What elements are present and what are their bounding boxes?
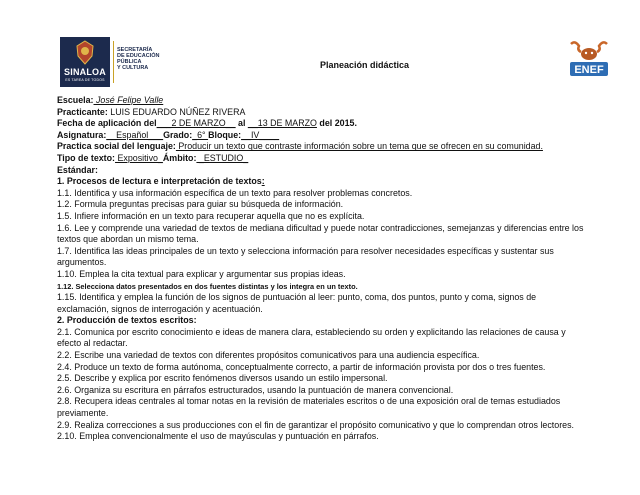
practica-value: Producir un texto que contraste información sobre un tema que se ofrecen en su comunidad. [175, 141, 543, 152]
document-title: Planeación didáctica [320, 60, 410, 70]
list-item: 2.8. Recupera ideas centrales al tomar notas en la revisión de materiales escritos o de una exposición oral de temas estudiados previamente. [57, 396, 561, 419]
list-item: 1.7. Identifica las ideas principales de un texto y selecciona información para resolver necesidades específicas y sustentar sus argumentos. [57, 245, 554, 268]
list-item: 2.10. Emplea convencionalmente el uso de mayúsculas y puntuación en párrafos. [57, 431, 379, 442]
fecha-del-value: ___2 DE MARZO__ [156, 118, 236, 129]
list-item: 2.1. Comunica por escrito conocimiento e ideas de manera clara, estableciendo su orden y explicitando las relaciones de causa y efecto al redactar. [57, 326, 566, 349]
practicante-row: Practicante: LUIS EDUARDO NÚÑEZ RIVERA [57, 106, 246, 117]
escuela-row: Escuela: José Felipe Valle [57, 95, 164, 105]
list-item: 1.5. Infiere información en un texto para recuperar aquella que no es explícita. [57, 210, 365, 221]
practicante-value: LUIS EDUARDO NÚÑEZ RIVERA [107, 106, 246, 117]
enef-text: ENEF [574, 64, 604, 76]
list-item: 2.9. Realiza correcciones a sus producciones con el fin de garantizar el propósito comunicativo y que lo comprendan otros lectores. [57, 419, 574, 430]
practica-row: Practica social del lenguaje: Producir un texto que contraste información sobre un tema que se ofrecen en su comunidad. [57, 141, 543, 152]
document-body [57, 95, 587, 443]
fecha-al-value: __13 DE MARZO [247, 118, 317, 129]
asignatura-value: __Español___ [106, 129, 164, 140]
list-item: 1.6. Lee y comprende una variedad de textos de mediana dificultad y puede notar contradicciones, semejanzas y diferencias entre los textos que abordan un mismo tema. [57, 222, 584, 245]
fecha-row: Fecha de aplicación del___2 DE MARZO__ al __13 DE MARZO del 2015. [57, 118, 357, 129]
section-heading: 2. Producción de textos escritos: [57, 315, 197, 326]
estandar-label: Estándar: [57, 164, 98, 175]
list-item: 2.5. Describe y explica por escrito fenómenos diversos usando un estilo impersonal. [57, 373, 388, 384]
list-item: 1.2. Formula preguntas precisas para guiar su búsqueda de información. [57, 199, 344, 210]
list-item: 2.4. Produce un texto de forma autónoma, conceptualmente correcto, a partir de información provista por dos o tres fuentes. [57, 361, 546, 372]
list-item: 2.2. Escribe una variedad de textos con diferentes propósitos comunicativos para una audiencia específica. [57, 350, 480, 361]
list-item: 1.10. Emplea la cita textual para explicar y argumentar sus propias ideas. [57, 268, 346, 279]
tipo-value: Expositivo_ [115, 152, 163, 163]
asignatura-row: Asignatura:__Español___Grado:_6° Bloque:__IV____ [57, 129, 280, 140]
sinaloa-logo [60, 37, 164, 87]
list-item: 1.15. Identifica y emplea la función de los signos de puntuación al leer: punto, coma, dos puntos, punto y coma, signos de exclamación, signos de interrogación y acentuación. [57, 292, 537, 314]
logo-separator [113, 41, 114, 83]
ambito-value: _ESTUDIO_ [196, 152, 249, 163]
list-item: 2.6. Organiza su escritura en párrafos estructurados, usando la puntuación de manera convencional. [57, 384, 454, 395]
list-item: 1.1. Identifica y usa información específica de un texto para resolver problemas concretos. [57, 187, 413, 198]
sinaloa-emblem-icon [73, 40, 97, 66]
sinaloa-tagline: ES TAREA DE TODOS [65, 78, 105, 82]
bloque-value: __IV____ [241, 129, 280, 140]
list-item: 1.12. Selecciona datos presentados en dos fuentes distintas y los integra en un texto. [57, 281, 358, 291]
tipo-row: Tipo de texto: Expositivo_Ámbito: _ESTUDIO_ [57, 152, 249, 163]
sinaloa-word: SINALOA [64, 67, 106, 77]
section-heading: 1. Procesos de lectura e interpretación de textos: [57, 176, 265, 187]
enef-logo-icon [565, 38, 613, 82]
secretaria-text: SECRETARÍA DE EDUCACIÓN PÚBLICA Y CULTURA [117, 47, 160, 71]
sinaloa-mark [60, 37, 110, 87]
grado-value: _6° [192, 129, 209, 140]
escuela-value: José Felipe Valle [93, 95, 164, 105]
